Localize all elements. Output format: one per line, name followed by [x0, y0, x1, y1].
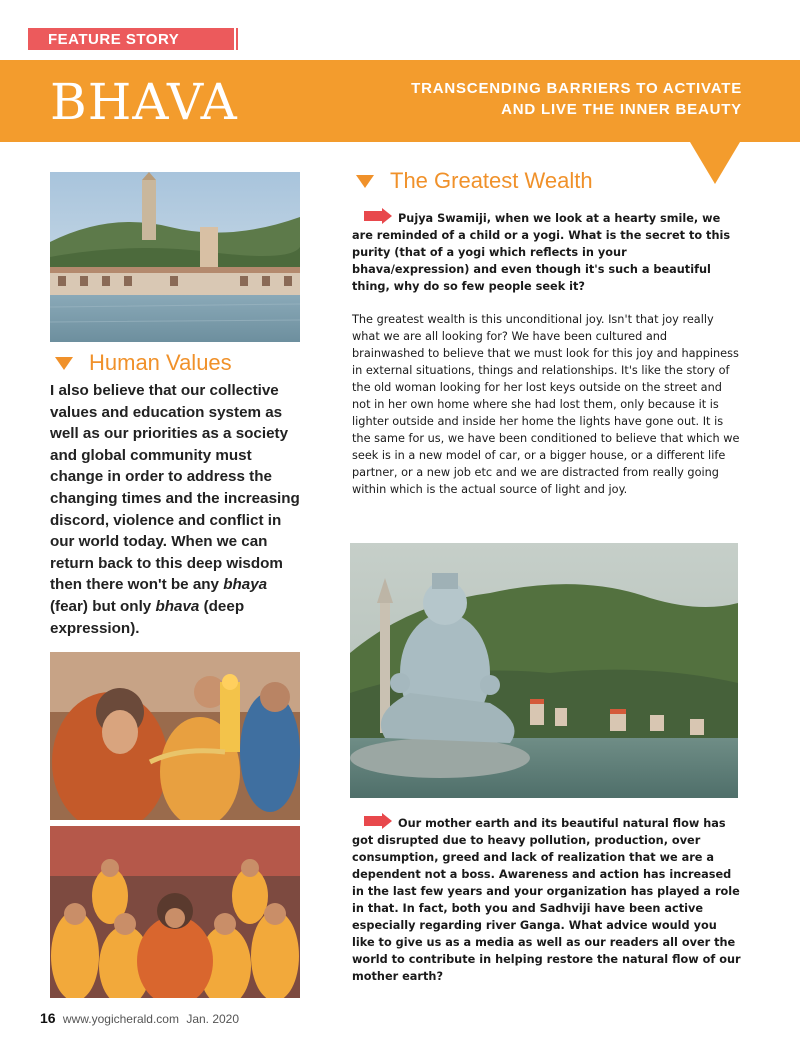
page-subtitle [342, 78, 742, 120]
title-banner [0, 60, 800, 142]
footer-issue: Jan. 2020 [186, 1012, 240, 1026]
banner-notch [690, 142, 740, 184]
page-footer [40, 1010, 239, 1026]
human-values-paragraph [50, 380, 300, 639]
human-values-heading [55, 350, 232, 376]
interview-answer-1: The greatest wealth is this unconditional joy. Isn't that joy really what we are all looking for? We have been cultured and brainwashed to believe that we must look for this joy and happiness in external situations, things and relationships. It's like the story of the old woman looking for her lost keys outside on the street and not in her own home where she had lost them, only because it is lighter outside and inside her home the lights have gone out. It is the same for us, we have been conditioned to believe that which we seek is in a new model of car, or a bigger house, or a different life partner, or a new job etc and we are distracted from really going within which is the actual source of light and joy. [352, 313, 740, 496]
group-prayer-photo [50, 826, 300, 998]
shiva-statue-photo [350, 543, 738, 798]
page-number: 16 [40, 1010, 56, 1026]
subtitle-line-1: TRANSCENDING BARRIERS TO ACTIVATE [411, 80, 742, 97]
human-values-heading-text: Human Values [89, 350, 232, 375]
human-values-text-2: (fear) but only [50, 597, 156, 615]
arrow-bullet-icon [382, 813, 392, 829]
greatest-wealth-heading [356, 168, 593, 194]
interview-question-2 [352, 813, 742, 985]
arrow-bullet-icon [382, 208, 392, 224]
footer-website: www.yogicherald.com [62, 1012, 179, 1026]
question-2-text: Our mother earth and its beautiful natural flow has got disrupted due to heavy pollution, production, over consumption, greed and lack of realization that we are a dependent not a boss. Awareness and action has increased in the last few years and your organization has played a role in that. In fact, both you and Sadhviji have been active especially regarding river Ganga. What advice would you like to give us as a media as well as our readers all over the world to contribute in helping restore the natural flow of our mother earth? [352, 817, 741, 983]
feature-story-tag: FEATURE STORY [28, 28, 234, 50]
term-bhava: bhava [155, 597, 200, 615]
triangle-bullet-icon [55, 357, 73, 370]
subtitle-line-2: AND LIVE THE INNER BEAUTY [501, 101, 742, 118]
aarti-ceremony-photo [50, 652, 300, 820]
term-bhaya: bhaya [223, 576, 268, 594]
greatest-wealth-heading-text: The Greatest Wealth [390, 168, 593, 193]
human-values-text-3: (deep expression). [50, 597, 245, 637]
page-title: BHAVA [50, 73, 238, 131]
triangle-bullet-icon [356, 175, 374, 188]
interview-question-1 [352, 208, 742, 295]
human-values-text-1: I also believe that our collective values and education system as well as our priorities as a society and global community must change in order to address the changing times and the increasing discord, violence and conflict in our world today. When we can return back to this deep wisdom then there won't be any [50, 382, 300, 594]
question-1-text: Pujya Swamiji, when we look at a hearty smile, we are reminded of a child or a yogi. What is the secret to this purity (that of a yogi which reflects in your bhava/expression) and even though it's such a beautiful thing, why do so few people seek it? [352, 212, 731, 293]
ghat-temple-photo [50, 172, 300, 342]
